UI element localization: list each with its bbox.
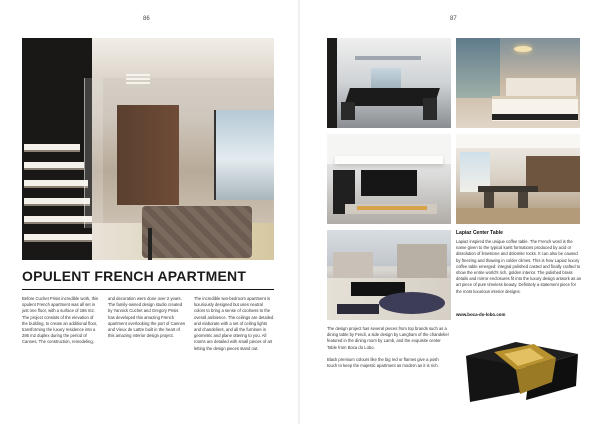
design-caption (327, 326, 449, 369)
article-headline: OPULENT FRENCH APARTMENT (22, 268, 247, 284)
ceiling-lights (126, 74, 150, 76)
sidebar-title: Lapiaz Center Table (456, 230, 503, 236)
left-page-number: 86 (143, 16, 150, 22)
stair-step (24, 144, 80, 150)
article-column-2: and decoration were done over 2 years. The family-owned design studio created by Yannick Cuchet and Gregory Prisis has developed this amazing French apartment overlooking the port of Cannes and Vieux de Lattre built in the heart of this amazing interior design project. (108, 296, 186, 339)
lapiaz-center-table-photo (460, 324, 584, 408)
stair-step (24, 180, 88, 186)
quilted-sofa (142, 206, 252, 258)
photo-kitchen-dining (456, 134, 580, 224)
stair-step (24, 162, 84, 168)
photo-living-room-tv (327, 134, 451, 224)
glass-balustrade (84, 78, 103, 228)
sea-view-window (214, 110, 274, 200)
black-floor-rail (148, 228, 152, 260)
right-page (300, 0, 600, 424)
article-column-1: Before Cuchet Prisis incredible work, this opulent French apartment was all set in just one floor, with a surface of 186 m2. The project consists of the elevation of the building, to create an additional floor, transforming the luxury residence into a 286 m2 duplex during the period of Cannes. The construction, remodeling, (22, 296, 99, 345)
photo-bedroom (456, 38, 580, 128)
design-caption-text: The design project has several pieces from top brands such as a dining table by Fendi, a side design by Langham of the chandelier featured in the dining room by Lamb, and the exquisite center Table from Boca do Lobo. (327, 326, 449, 350)
headline-rule (22, 289, 274, 290)
wood-panel (117, 105, 179, 205)
photo-dining-room (327, 38, 451, 128)
hero-photo-living-room (22, 38, 274, 260)
sidebar-link[interactable]: www.boca-do-lobo.com (456, 312, 506, 317)
sidebar-body: Lapiaz inspired the unique coffee table. The French word is the name given to the typical karst formations produced by acid or dissolution of limestone and dolomite rocks. It can also be caused by freezing and thawing in colder climes. This is how Lapiaz luxury coffee table emerged: integral polished casted and finally crafted to show the entire world's rich, golden interior. The polished brass details and mirror enclosures fit into the luxury design artwork as an art piece of pure timeless beauty. Definitely a statement piece for the most luxurious interior designs. (456, 239, 582, 294)
right-page-number: 87 (450, 16, 457, 22)
photo-living-area-rug (327, 230, 451, 320)
design-caption-text-2: Black premium colours like the big red or flames give a posh touch to keep the majestic apartment as modern as it is rich. (327, 357, 439, 369)
stair-step (24, 198, 90, 204)
article-column-3: The incredible two-bedroom apartment is luxuriously designed but uses neutral colors to bring a sense of coolness to the overall ambience. The ceilings are detailed and elaborate with a set of ceiling lights and chandeliers, and all the furniture is geometric and plane ottering to you. All rooms are detailed with small pieces of art letting the design pieces stand out. (194, 296, 274, 351)
stair-step (24, 216, 92, 222)
stair-step (24, 234, 94, 240)
